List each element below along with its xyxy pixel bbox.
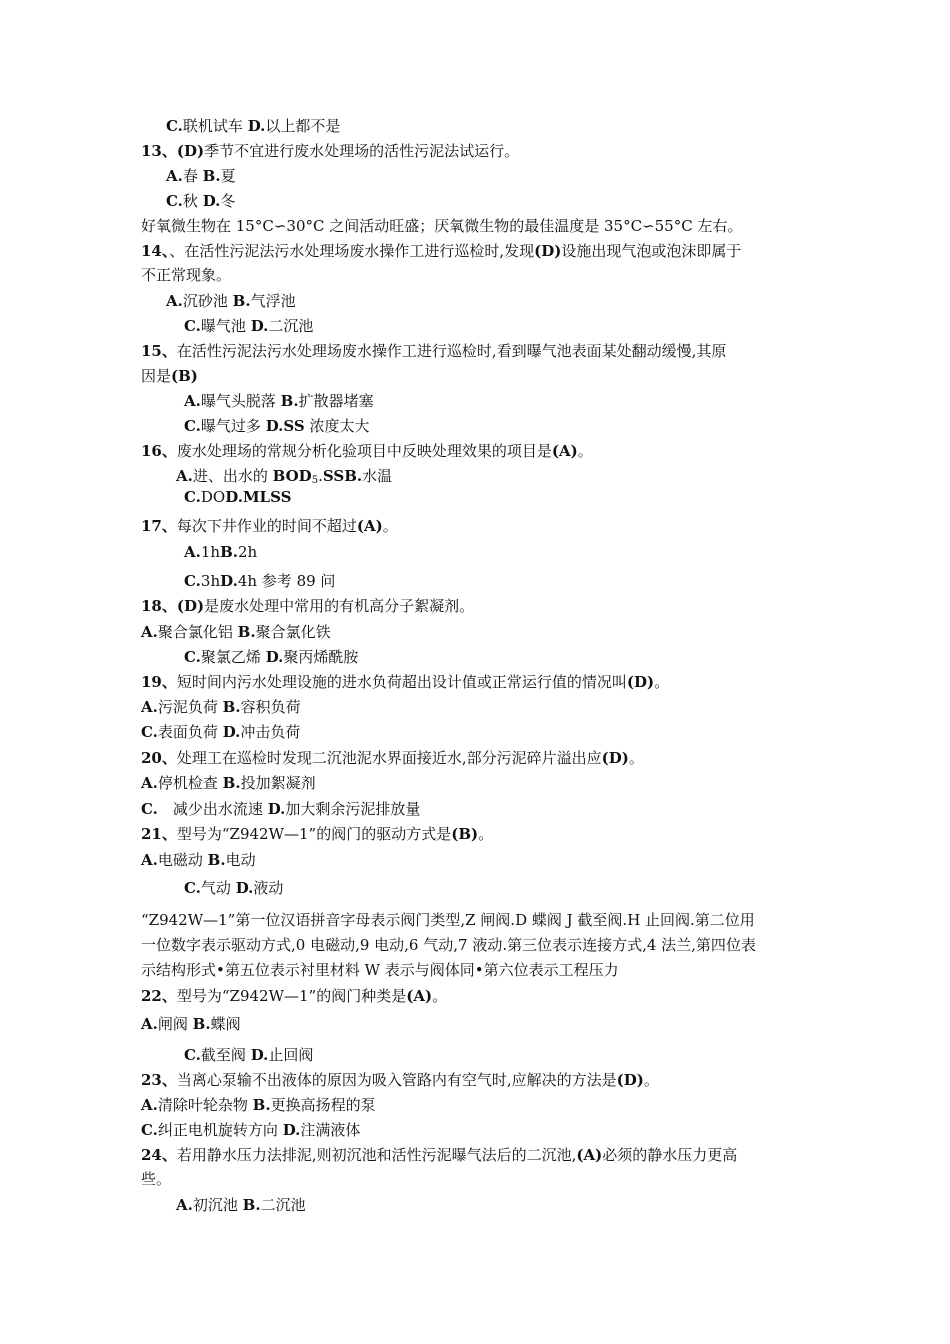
bold-marker: A. — [176, 1196, 193, 1214]
option-line: C.气动 D.液动 — [184, 879, 284, 897]
bold-marker: A. — [166, 292, 183, 310]
bold-marker: (D) — [534, 242, 562, 260]
bold-marker: B. — [220, 543, 238, 561]
bold-marker: 17、 — [141, 517, 177, 535]
question-23: 23、当离心泵输不出液体的原因为吸入管路内有空气时,应解决的方法是(D)。 — [141, 1071, 659, 1089]
option-line: C.曝气池 D.二沉池 — [184, 317, 314, 335]
bold-marker: C. — [166, 117, 183, 135]
bold-marker: (A) — [356, 517, 383, 535]
bold-marker: 15、 — [141, 342, 177, 360]
option-line: A.停机检查 B.投加絮凝剂 — [141, 774, 316, 792]
bold-marker: D. — [250, 1046, 269, 1064]
bold-marker: C. — [184, 1046, 201, 1064]
bold-marker: C. — [141, 800, 158, 818]
bold-marker: D. — [265, 648, 284, 666]
option-line: A.污泥负荷 B.容积负荷 — [141, 698, 301, 716]
bold-marker: C. — [184, 879, 201, 897]
question-20: 20、处理工在巡检时发现二沉池泥水界面接近水,部分污泥碎片溢出应(D)。 — [141, 749, 644, 767]
bold-marker: C. — [141, 1121, 158, 1139]
bold-marker: D. — [222, 723, 241, 741]
bold-marker: A. — [141, 774, 158, 792]
bold-marker: (D) — [176, 597, 205, 615]
bold-marker: 18、 — [141, 597, 177, 615]
bold-marker: (A) — [406, 987, 433, 1005]
bold-marker: D. — [265, 417, 284, 435]
question-18: 18、(D)是废水处理中常用的有机高分子絮凝剂。 — [141, 597, 475, 615]
bold-marker: B. — [222, 698, 241, 716]
text-line: C.联机试车 D.以上都不是 — [166, 117, 341, 135]
bold-marker: MLSS — [242, 488, 292, 506]
option-line: C.纠正电机旋转方向 D.注满液体 — [141, 1121, 361, 1139]
bold-marker: D. — [267, 800, 286, 818]
option-line: C.表面负荷 D.冲击负荷 — [141, 723, 301, 741]
bold-marker: 14、 — [141, 242, 170, 260]
bold-marker: (D) — [626, 673, 655, 691]
option-line: C.截至阀 D.止回阀 — [184, 1046, 314, 1064]
bold-marker: B. — [280, 392, 299, 410]
bold-marker: A. — [166, 167, 183, 185]
bold-marker: B. — [237, 623, 256, 641]
bold-marker: C. — [141, 723, 158, 741]
question-22: 22、型号为“Z942W—1”的阀门种类是(A)。 — [141, 987, 448, 1005]
bold-marker: D. — [220, 572, 238, 590]
bold-marker: BOD — [272, 467, 312, 485]
bold-marker: 16、 — [141, 442, 177, 460]
question-24: 24、若用静水压力法排泥,则初沉池和活性污泥曝气法后的二沉池,(A)必须的静水压力更高 — [141, 1146, 738, 1164]
option-line: A.曝气头脱落 B.扩散器堵塞 — [184, 392, 374, 410]
text-line: 不正常现象。 — [141, 266, 232, 284]
bold-marker: 22、 — [141, 987, 177, 1005]
question-16: 16、废水处理场的常规分析化验项目中反映处理效果的项目是(A)。 — [141, 442, 593, 460]
bold-marker: C. — [184, 317, 201, 335]
bold-marker: SS — [283, 417, 305, 435]
bold-marker: B. — [344, 467, 363, 485]
question-15: 15、在活性污泥法污水处理场废水操作工进行巡检时,看到曝气池表面某处翻动缓慢,其原 — [141, 342, 727, 360]
bold-marker: A. — [141, 623, 158, 641]
bold-marker: D. — [250, 317, 269, 335]
bold-marker: A. — [141, 1096, 158, 1114]
bold-marker: D. — [282, 1121, 301, 1139]
question-13: 13、(D)季节不宜进行废水处理场的活性污泥法试运行。 — [141, 142, 520, 160]
option-text: .SSB.水温 — [318, 467, 393, 485]
subscript: 5 — [311, 475, 319, 486]
option-line: A.闸阀 B.蝶阀 — [141, 1015, 241, 1033]
option-line: C. 减少出水流速 D.加大剩余污泥排放量 — [141, 800, 421, 818]
bold-marker: (B) — [171, 367, 198, 385]
bold-marker: B. — [232, 292, 251, 310]
option-line: C.聚氯乙烯 D.聚丙烯酰胺 — [184, 648, 359, 666]
option-line: C.曝气过多 D.SS 浓度太大 — [184, 417, 370, 435]
explanation-line: 一位数字表示驱动方式,0 电磁动,9 电动,6 气动,7 液动.第三位表示连接方式,4 法兰,第四位表 — [141, 936, 756, 954]
option-line: A.1hB.2h — [184, 543, 258, 561]
bold-marker: C. — [184, 648, 201, 666]
bold-marker: D. — [235, 879, 254, 897]
bold-marker: (D) — [616, 1071, 644, 1089]
bold-marker: 23、 — [141, 1071, 177, 1089]
bold-marker: (D) — [601, 749, 629, 767]
question-14: 14、、在活性污泥法污水处理场废水操作工进行巡检时,发现(D)设施出现气泡或泡沫即属于 — [141, 242, 742, 260]
text-line: 些。 — [141, 1170, 172, 1188]
question-17: 17、每次下井作业的时间不超过(A)。 — [141, 517, 398, 535]
bold-marker: (A) — [576, 1146, 603, 1164]
bold-marker: C. — [184, 417, 201, 435]
bold-marker: C. — [184, 572, 201, 590]
bold-marker: B. — [222, 774, 241, 792]
bold-marker: B. — [252, 1096, 271, 1114]
bold-marker: 20、 — [141, 749, 177, 767]
bold-marker: B. — [192, 1015, 211, 1033]
bold-marker: SS — [322, 467, 345, 485]
bold-marker: A. — [184, 543, 201, 561]
bold-marker: 13、 — [141, 142, 177, 160]
question-19: 19、短时间内污水处理设施的进水负荷超出设计值或正常运行值的情况叫(D)。 — [141, 673, 670, 691]
bold-marker: A. — [176, 467, 193, 485]
bold-marker: (D) — [176, 142, 205, 160]
bold-marker: 19、 — [141, 673, 177, 691]
bold-marker: A. — [184, 392, 201, 410]
bold-marker: B. — [207, 851, 226, 869]
bold-marker: A. — [141, 698, 158, 716]
bold-marker: C. — [166, 192, 183, 210]
explanation-line: “Z942W—1”第一位汉语拼音字母表示阀门类型,Z 闸阀.D 蝶阀 J 截至阀.H 止回阀.第二位用 — [141, 911, 755, 929]
option-text: A.进、出水的 BOD — [176, 467, 312, 485]
option-line: A.清除叶轮杂物 B.更换高扬程的泵 — [141, 1096, 376, 1114]
bold-marker: D. — [202, 192, 221, 210]
question-21: 21、型号为“Z942W—1”的阀门的驱动方式是(B)。 — [141, 825, 494, 843]
option-line: A.沉砂池 B.气浮池 — [166, 292, 296, 310]
bold-marker: D. — [225, 488, 243, 506]
bold-marker: D. — [247, 117, 266, 135]
option-line: A.聚合氯化铝 B.聚合氯化铁 — [141, 623, 331, 641]
bold-marker: A. — [141, 851, 158, 869]
bold-marker: (B) — [451, 825, 479, 843]
bold-marker: C. — [184, 488, 201, 506]
bold-marker: (A) — [551, 442, 578, 460]
text-line: 因是(B) — [141, 367, 198, 385]
bold-marker: A. — [141, 1015, 158, 1033]
explanation-line: 示结构形式•第五位表示衬里材料 W 表示与阀体同•第六位表示工程压力 — [141, 961, 619, 979]
bold-marker: 21、 — [141, 825, 177, 843]
bold-marker: B. — [242, 1196, 261, 1214]
bold-marker: 24、 — [141, 1146, 177, 1164]
explanation-line: 好氧微生物在 15°C∽30°C 之间活动旺盛；厌氧微生物的最佳温度是 35°C∽55°C 左右。 — [141, 217, 743, 235]
option-line: C.3hD.4h 参考 89 问 — [184, 572, 336, 590]
option-line: A.电磁动 B.电动 — [141, 851, 256, 869]
option-line: C.DOD.MLSS — [184, 488, 292, 506]
option-line: A.初沉池 B.二沉池 — [176, 1196, 306, 1214]
bold-marker: B. — [202, 167, 221, 185]
option-line: A.春 B.夏 — [166, 167, 236, 185]
option-line: C.秋 D.冬 — [166, 192, 236, 210]
